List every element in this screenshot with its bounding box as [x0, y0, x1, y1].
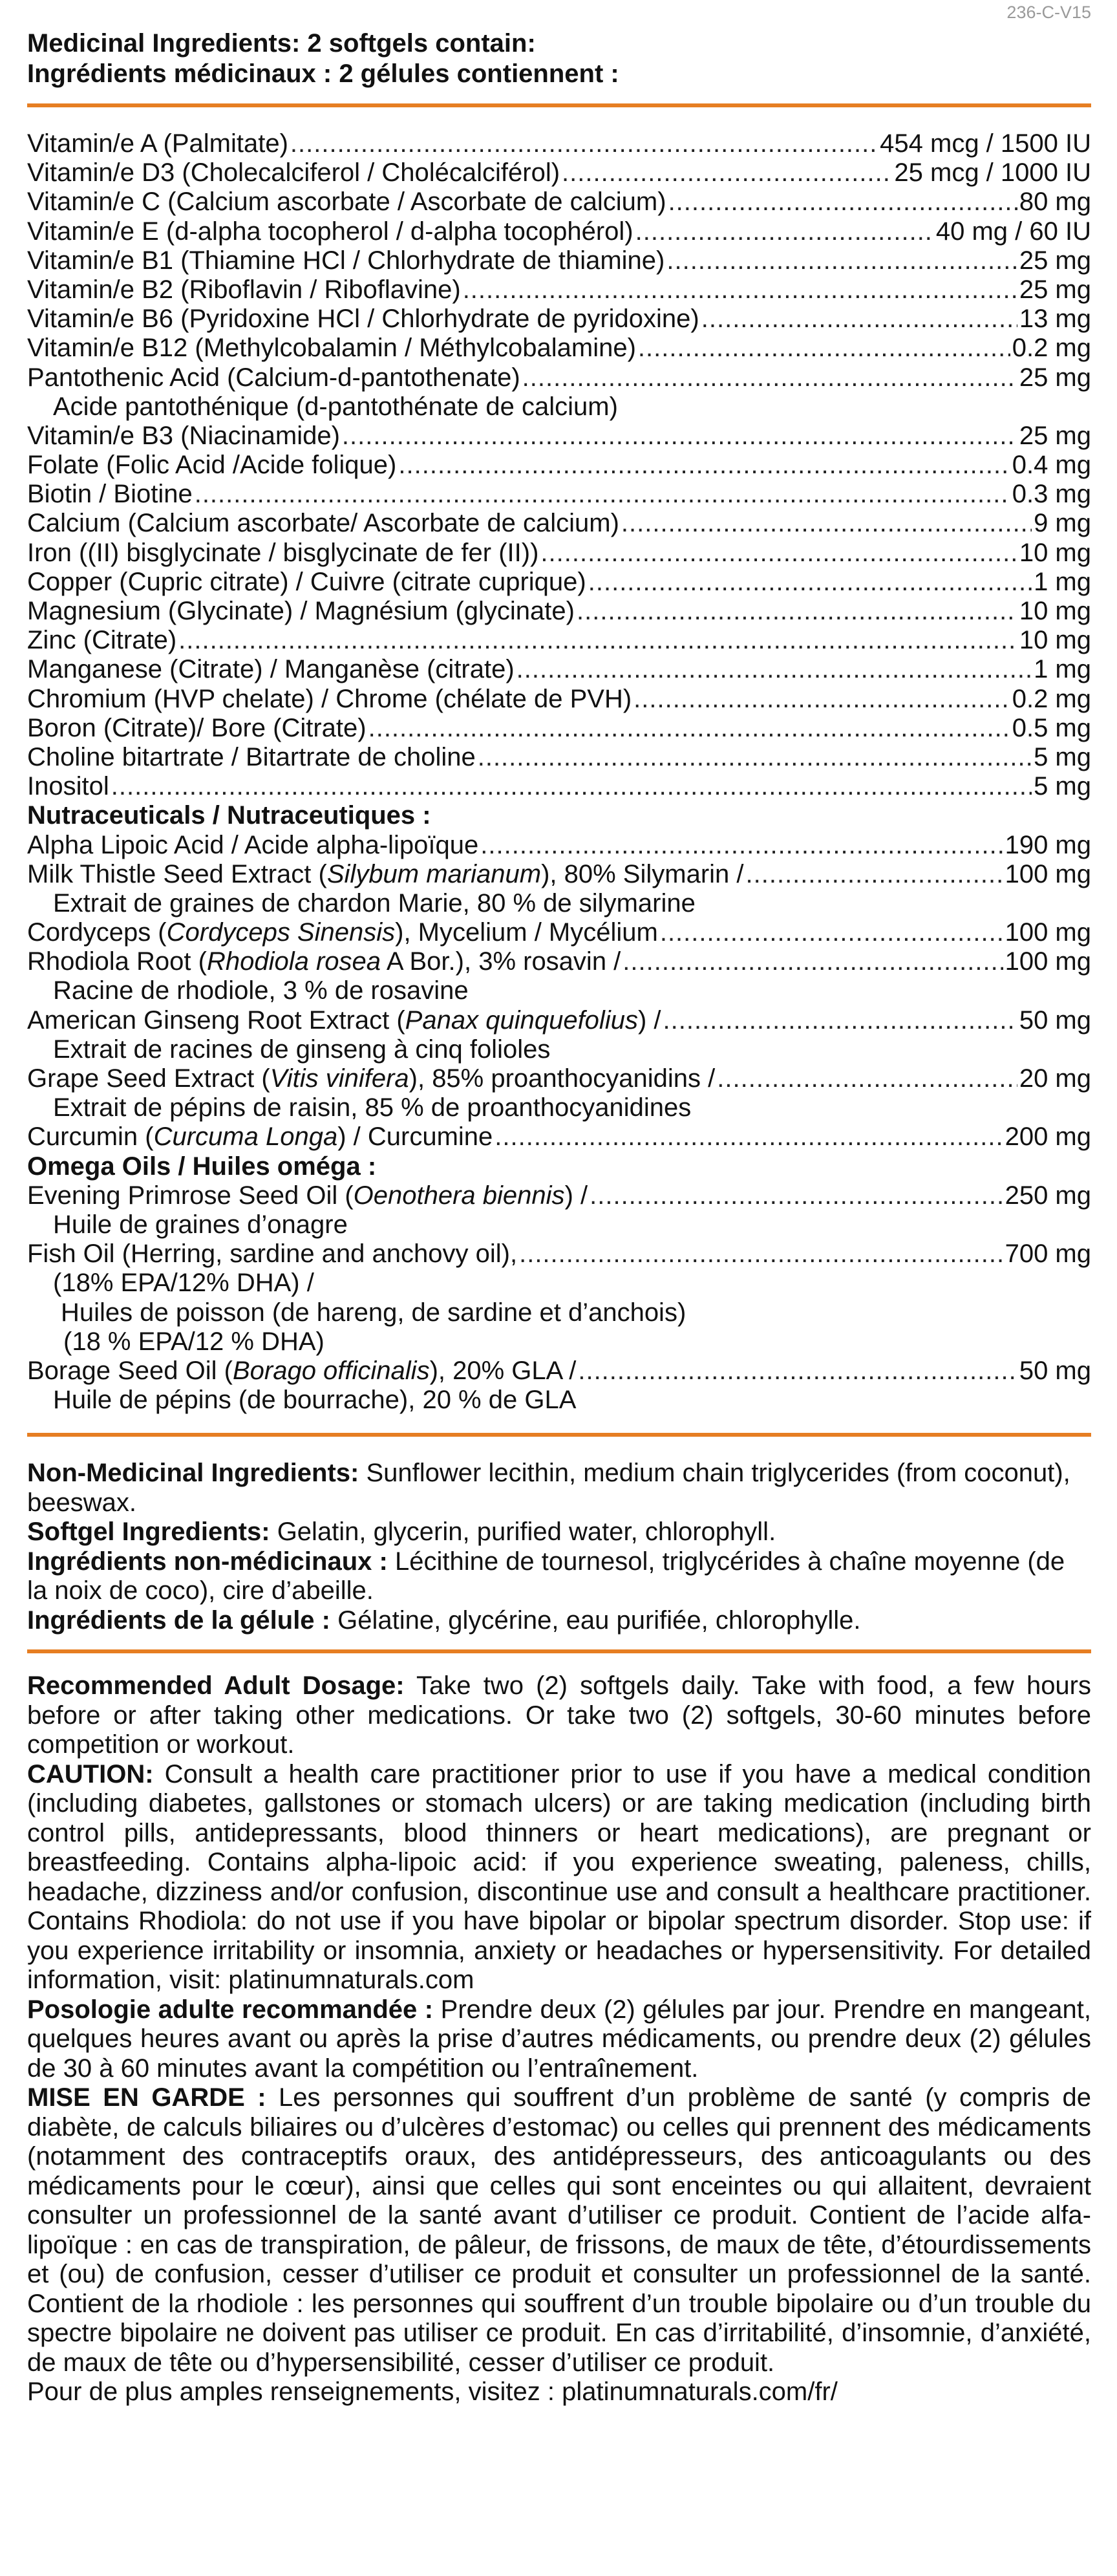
directions-section — [27, 1671, 1091, 2407]
dot-leader — [495, 1122, 1003, 1152]
dot-leader — [622, 947, 1003, 976]
ingredient-detail: (18% EPA/12% DHA) / — [53, 1269, 314, 1298]
dot-leader — [717, 1064, 1017, 1093]
ingredient-list — [27, 129, 1091, 1415]
ingredient-row — [27, 275, 1091, 305]
dot-leader — [368, 714, 1010, 743]
ingredient-row — [27, 188, 1091, 217]
ingredient-row — [27, 626, 1091, 655]
ingredient-row — [27, 480, 1091, 509]
dot-leader — [633, 685, 1010, 714]
ingredient-name: Curcumin (Curcuma Longa) / Curcumine — [27, 1122, 493, 1152]
ingredient-amount: 250 mg — [1005, 1181, 1091, 1210]
ingredient-amount: 1 mg — [1034, 655, 1091, 684]
ingredient-row — [27, 1064, 1091, 1093]
ingredient-name: Vitamin/e B3 (Niacinamide) — [27, 421, 340, 450]
ingredient-amount: 0.3 mg — [1012, 480, 1091, 509]
ingredient-row — [27, 685, 1091, 714]
ingredient-row — [27, 831, 1091, 860]
dosage-fr: Posologie adulte recommandée : Prendre deux (2) gélules par jour. Prendre en mangeant, quelques heures avant ou après la prise d’autres médicaments, ou prendre deux (2) gélules de 30 à 60 minutes avant la compétition ou l’entraînement. — [27, 1995, 1091, 2083]
ingredient-amount: 80 mg — [1019, 188, 1091, 217]
softgel-ingredients-fr: Ingrédients de la gélule : Gélatine, glycérine, eau purifiée, chlorophylle. — [27, 1605, 861, 1635]
ingredient-row — [27, 334, 1091, 363]
ingredient-amount: 10 mg — [1019, 626, 1091, 655]
ingredient-name: Alpha Lipoic Acid / Acide alpha-lipoïque — [27, 830, 479, 859]
ingredient-amount: 190 mg — [1005, 830, 1091, 859]
ingredient-french-name: Acide pantothénique (d-pantothénate de calcium) — [53, 392, 618, 421]
ingredient-name: Evening Primrose Seed Oil (Oenothera biennis) / — [27, 1181, 588, 1210]
ingredient-row — [27, 305, 1091, 334]
ingredient-row — [27, 860, 1091, 889]
dot-leader — [463, 275, 1017, 305]
ingredient-amount: 0.2 mg — [1012, 334, 1091, 363]
ingredient-amount: 0.4 mg — [1012, 451, 1091, 480]
ingredient-amount: 1 mg — [1034, 567, 1091, 596]
ingredient-french-name: Racine de rhodiole, 3 % de rosavine — [53, 976, 469, 1005]
ingredient-french-name: Extrait de racines de ginseng à cinq folioles — [53, 1035, 551, 1064]
dot-leader — [290, 129, 878, 158]
ingredient-name: Rhodiola Root (Rhodiola rosea A Bor.), 3% rosavin / — [27, 947, 621, 976]
ingredient-row — [27, 772, 1091, 801]
ingredient-row — [27, 655, 1091, 684]
ingredient-amount: 5 mg — [1034, 772, 1091, 801]
ingredient-name: Chromium (HVP chelate) / Chrome (chélate de PVH) — [27, 684, 632, 713]
ingredient-amount: 25 mg — [1019, 421, 1091, 450]
ingredient-row — [27, 451, 1091, 480]
ingredient-row — [27, 158, 1091, 188]
label-code: 236-C-V15 — [1006, 3, 1091, 22]
ingredient-name: Inositol — [27, 772, 109, 801]
dot-leader — [635, 217, 934, 246]
divider — [27, 103, 1091, 107]
divider — [27, 1649, 1091, 1653]
ingredient-amount: 25 mg — [1019, 363, 1091, 392]
ingredient-row — [27, 947, 1091, 976]
ingredient-row — [27, 597, 1091, 626]
ingredient-row — [27, 1181, 1091, 1210]
dot-leader — [588, 568, 1032, 597]
ingredient-row — [27, 714, 1091, 743]
ingredient-row — [27, 1240, 1091, 1269]
ingredient-name: Borage Seed Oil (Borago officinalis), 20% GLA / — [27, 1356, 577, 1385]
ingredient-name: Manganese (Citrate) / Manganèse (citrate) — [27, 655, 515, 684]
dot-leader — [577, 597, 1017, 626]
ingredient-name: American Ginseng Root Extract (Panax quinquefolius) / — [27, 1005, 661, 1035]
dot-leader — [478, 743, 1032, 772]
non-medicinal-en: Non-Medicinal Ingredients: Sunflower lecithin, medium chain triglycerides (from coconut), beeswax. — [27, 1459, 1070, 1517]
ingredient-amount: 454 mcg / 1500 IU — [880, 129, 1091, 158]
ingredient-row — [27, 539, 1091, 568]
dot-leader — [562, 158, 892, 188]
ingredient-amount: 50 mg — [1019, 1005, 1091, 1035]
medicinal-header — [27, 28, 1091, 89]
dot-leader — [519, 1240, 1003, 1269]
dot-leader — [522, 363, 1017, 392]
dot-leader — [701, 305, 1017, 334]
dot-leader — [578, 1357, 1017, 1386]
ingredient-amount: 100 mg — [1005, 859, 1091, 888]
ingredient-row — [27, 246, 1091, 275]
ingredient-amount: 50 mg — [1019, 1356, 1091, 1385]
non-medicinal-fr: Ingrédients non-médicinaux : Lécithine de tournesol, triglycérides à chaîne moyenne (de la noix de coco), cire d’abeille. — [27, 1547, 1065, 1605]
ingredient-row — [27, 129, 1091, 158]
dot-leader — [111, 772, 1032, 801]
ingredient-row — [27, 1122, 1091, 1152]
ingredient-amount: 10 mg — [1019, 538, 1091, 567]
ingredient-name: Milk Thistle Seed Extract (Silybum marianum), 80% Silymarin / — [27, 859, 744, 888]
ingredient-row — [27, 918, 1091, 947]
ingredient-name: Calcium (Calcium ascorbate/ Ascorbate de calcium) — [27, 509, 619, 538]
ingredient-french-name: Huile de graines d’onagre — [53, 1210, 348, 1239]
ingredient-name: Cordyceps (Cordyceps Sinensis), Mycelium / Mycélium — [27, 918, 658, 947]
ingredient-amount: 13 mg — [1019, 305, 1091, 334]
ingredient-amount: 700 mg — [1005, 1240, 1091, 1269]
ingredient-french-name: Huiles de poisson (de hareng, de sardine et d’anchois) — [61, 1298, 686, 1327]
omega-heading: Omega Oils / Huiles oméga : — [27, 1152, 377, 1181]
ingredient-row — [27, 217, 1091, 246]
ingredient-amount: 40 mg / 60 IU — [935, 217, 1091, 246]
ingredient-row — [27, 509, 1091, 538]
medicinal-header-en: Medicinal Ingredients: 2 softgels contain: — [27, 29, 536, 58]
dosage-en: Recommended Adult Dosage: Take two (2) softgels daily. Take with food, a few hours before or after taking other medications. Or take two (2) softgels, 30-60 minutes before competition or workout. — [27, 1671, 1092, 1759]
ingredient-name: Vitamin/e A (Palmitate) — [27, 129, 288, 158]
non-medicinal-section — [27, 1459, 1091, 1635]
ingredient-detail: (18 % EPA/12 % DHA) — [63, 1327, 324, 1356]
ingredient-row — [27, 1357, 1091, 1386]
ingredient-name: Biotin / Biotine — [27, 480, 193, 509]
ingredient-amount: 25 mg — [1019, 246, 1091, 275]
dot-leader — [746, 860, 1003, 889]
supplement-label — [27, 0, 1091, 2407]
medicinal-header-fr: Ingrédients médicinaux : 2 gélules contiennent : — [27, 59, 619, 88]
ingredient-name: Zinc (Citrate) — [27, 626, 177, 655]
dot-leader — [342, 422, 1017, 451]
dot-leader — [195, 480, 1010, 509]
ingredient-amount: 25 mg — [1019, 275, 1091, 304]
ingredient-name: Copper (Cupric citrate) / Cuivre (citrate cuprique) — [27, 567, 586, 596]
ingredient-name: Vitamin/e B1 (Thiamine HCl / Chlorhydrate de thiamine) — [27, 246, 665, 275]
ingredient-amount: 9 mg — [1034, 509, 1091, 538]
ingredient-name: Vitamin/e E (d-alpha tocopherol / d-alpha tocophérol) — [27, 217, 633, 246]
ingredient-name: Vitamin/e B12 (Methylcobalamin / Méthylcobalamine) — [27, 334, 636, 363]
caution-fr: MISE EN GARDE : Les personnes qui souffrent d’un problème de santé (y compris de diabète, de calculs biliaires ou d’ulcères d’estomac) ou celles qui prennent des médicaments (notamment des contraceptifs oraux, des antidépresseurs, des anticoagulants ou des médicaments pour le cœur), ainsi que celles qui sont enceintes ou qui allaitent, devraient consulter un professionnel de la santé avant d’utiliser ce produit. Contient de l’acide alfa-lipoïque : en cas de transpiration, de pâleur, de frissons, de maux de tête, d’étourdissements et (ou) de confusion, cesser d’utiliser ce produit et consulter un professionnel de la santé. Contient de la rhodiole : les personnes qui souffrent d’un trouble bipolaire ou d’un trouble du spectre bipolaire ne doivent pas utiliser ce produit. En cas d’irritabilité, d’insomnie, d’anxiété, de maux de tête ou d’hypersensibilité, cesser d’utiliser ce produit. — [27, 2083, 1091, 2377]
ingredient-name: Iron ((II) bisglycinate / bisglycinate de fer (II)) — [27, 538, 539, 567]
ingredient-amount: 5 mg — [1034, 742, 1091, 771]
nutraceuticals-heading: Nutraceuticals / Nutraceutiques : — [27, 801, 431, 830]
ingredient-french-name: Extrait de graines de chardon Marie, 80 % de silymarine — [53, 888, 696, 918]
caution-en: CAUTION: Consult a health care practitioner prior to use if you have a medical condition (including diabetes, gallstones or stomach ulcers) or are taking medication (including birth control pills, antidepressants, blood thinners or heart medications), are pregnant or breastfeeding. Contains alpha-lipoic acid: if you experience sweating, paleness, chills, headache, dizziness and/or confusion, discontinue use and consult a healthcare practitioner. Contains Rhodiola: do not use if you have bipolar or bipolar spectrum disorder. Stop use: if you experience irritability or insomnia, anxiety or headaches or hypersensitivity. For detailed information, visit: platinumnaturals.com — [27, 1759, 1091, 1995]
ingredient-name: Vitamin/e D3 (Cholecalciferol / Cholécalciférol) — [27, 158, 560, 188]
ingredient-row — [27, 568, 1091, 597]
ingredient-name: Fish Oil (Herring, sardine and anchovy oil), — [27, 1240, 518, 1269]
dot-leader — [666, 246, 1017, 275]
ingredient-name: Boron (Citrate)/ Bore (Citrate) — [27, 713, 367, 742]
ingredient-amount: 0.5 mg — [1012, 713, 1091, 742]
dot-leader — [660, 918, 1003, 947]
ingredient-amount: 25 mcg / 1000 IU — [894, 158, 1091, 188]
ingredient-name: Folate (Folic Acid /Acide folique) — [27, 451, 397, 480]
ingredient-amount: 200 mg — [1005, 1122, 1091, 1152]
ingredient-name: Vitamin/e B6 (Pyridoxine HCl / Chlorhydrate de pyridoxine) — [27, 305, 699, 334]
dot-leader — [668, 188, 1017, 217]
ingredient-row — [27, 363, 1091, 392]
dot-leader — [398, 451, 1010, 480]
ingredient-amount: 10 mg — [1019, 597, 1091, 625]
ingredient-french-name: Extrait de pépins de raisin, 85 % de proanthocyanidines — [53, 1093, 692, 1122]
ingredient-name: Grape Seed Extract (Vitis vinifera), 85% proanthocyanidins / — [27, 1064, 716, 1093]
dot-leader — [663, 1006, 1017, 1035]
ingredient-amount: 20 mg — [1019, 1064, 1091, 1093]
dot-leader — [540, 539, 1017, 568]
dot-leader — [178, 626, 1017, 655]
softgel-ingredients-en: Softgel Ingredients: Gelatin, glycerin, purified water, chlorophyll. — [27, 1518, 776, 1547]
ingredient-french-name: Huile de pépins (de bourrache), 20 % de GLA — [53, 1386, 577, 1415]
ingredient-name: Pantothenic Acid (Calcium-d-pantothenate) — [27, 363, 520, 392]
dot-leader — [638, 334, 1010, 363]
dot-leader — [480, 831, 1003, 860]
divider — [27, 1433, 1091, 1437]
ingredient-row — [27, 1006, 1091, 1035]
ingredient-amount: 100 mg — [1005, 918, 1091, 947]
ingredient-amount: 100 mg — [1005, 947, 1091, 976]
dot-leader — [590, 1181, 1003, 1210]
ingredient-amount: 0.2 mg — [1012, 684, 1091, 713]
ingredient-name: Vitamin/e B2 (Riboflavin / Riboflavine) — [27, 275, 461, 304]
dot-leader — [516, 655, 1032, 684]
more-info-fr: Pour de plus amples renseignements, visitez : platinumnaturals.com/fr/ — [27, 2377, 838, 2407]
ingredient-row — [27, 422, 1091, 451]
ingredient-row — [27, 743, 1091, 772]
ingredient-name: Choline bitartrate / Bitartrate de choline — [27, 742, 476, 771]
ingredient-name: Vitamin/e C (Calcium ascorbate / Ascorbate de calcium) — [27, 188, 666, 217]
dot-leader — [621, 509, 1032, 538]
ingredient-name: Magnesium (Glycinate) / Magnésium (glycinate) — [27, 597, 575, 625]
